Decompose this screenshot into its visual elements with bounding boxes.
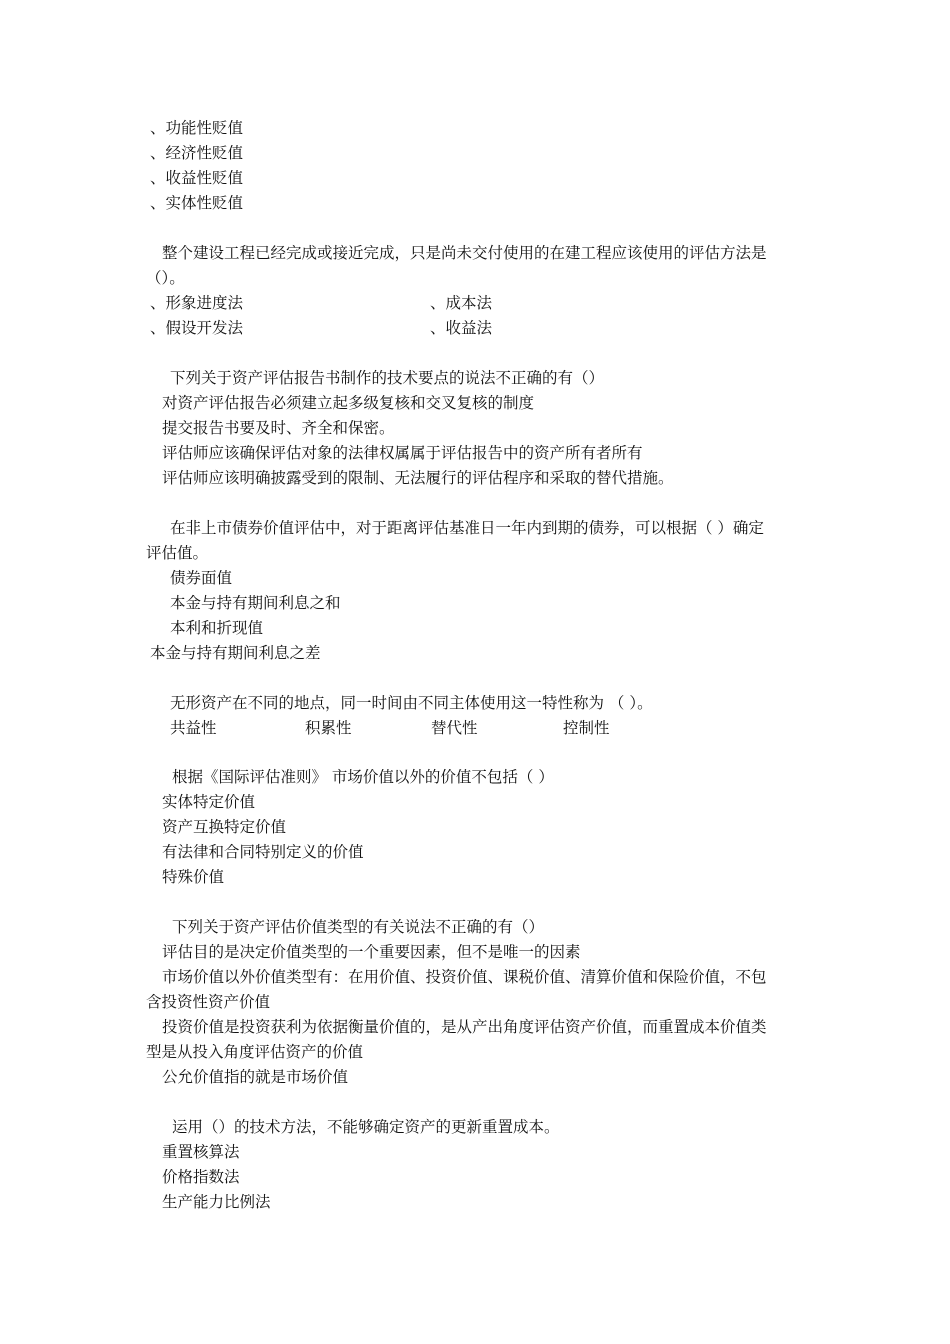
q7-stem: 运用（）的技术方法，不能够确定资产的更新重置成本。 — [172, 1118, 560, 1136]
q6-option-c-cont: 型是从投入角度评估资产的价值 — [146, 1043, 364, 1061]
q6-option-c: 投资价值是投资获利为依据衡量价值的，是从产出角度评估资产价值，而重置成本价值类 — [162, 1018, 767, 1036]
q5-option-d: 特殊价值 — [162, 868, 225, 886]
q2-stem: 下列关于资产评估报告书制作的技术要点的说法不正确的有（） — [170, 369, 605, 387]
q3-option-d: 本金与持有期间利息之差 — [150, 644, 321, 662]
q1-option-d: 、收益法 — [430, 319, 493, 337]
q5-option-a: 实体特定价值 — [162, 793, 256, 811]
q3-stem-cont: 评估值。 — [146, 544, 209, 562]
q6-option-b: 市场价值以外价值类型有：在用价值、投资价值、课税价值、清算价值和保险价值，不包 — [162, 968, 767, 986]
q0-option-a: 、功能性贬值 — [150, 119, 244, 137]
q1-option-b: 、成本法 — [430, 294, 493, 312]
q6-option-a: 评估目的是决定价值类型的一个重要因素，但不是唯一的因素 — [162, 943, 581, 961]
q3-option-b: 本金与持有期间利息之和 — [170, 594, 341, 612]
q6-option-d: 公允价值指的就是市场价值 — [162, 1068, 349, 1086]
q0-option-b: 、经济性贬值 — [150, 144, 244, 162]
q6-stem: 下列关于资产评估价值类型的有关说法不正确的有（） — [172, 918, 545, 936]
q7-option-b: 价格指数法 — [162, 1168, 240, 1186]
q4-option-b: 积累性 — [305, 719, 352, 737]
q5-option-b: 资产互换特定价值 — [162, 818, 287, 836]
q7-option-a: 重置核算法 — [162, 1143, 240, 1161]
q1-stem: 整个建设工程已经完成或接近完成，只是尚未交付使用的在建工程应该使用的评估方法是 — [162, 244, 767, 262]
q3-option-c: 本利和折现值 — [170, 619, 264, 637]
q2-option-d: 评估师应该明确披露受到的限制、无法履行的评估程序和采取的替代措施。 — [162, 469, 674, 487]
q6-option-b-cont: 含投资性资产价值 — [146, 993, 271, 1011]
q2-option-b: 提交报告书要及时、齐全和保密。 — [162, 419, 395, 437]
q4-option-a: 共益性 — [170, 719, 217, 737]
q2-option-a: 对资产评估报告必须建立起多级复核和交叉复核的制度 — [162, 394, 535, 412]
q1-option-c: 、假设开发法 — [150, 319, 244, 337]
q2-option-c: 评估师应该确保评估对象的法律权属属于评估报告中的资产所有者所有 — [162, 444, 643, 462]
q7-option-c: 生产能力比例法 — [162, 1193, 271, 1211]
q5-option-c: 有法律和合同特别定义的价值 — [162, 843, 364, 861]
q4-option-d: 控制性 — [563, 719, 610, 737]
q0-option-d: 、实体性贬值 — [150, 194, 244, 212]
q4-stem: 无形资产在不同的地点，同一时间由不同主体使用这一特性称为 （ ）。 — [170, 694, 653, 712]
q1-option-a: 、形象进度法 — [150, 294, 244, 312]
q4-option-c: 替代性 — [431, 719, 478, 737]
q1-stem-cont: （）。 — [146, 269, 185, 287]
q3-option-a: 债券面值 — [170, 569, 233, 587]
q5-stem: 根据《国际评估准则》 市场价值以外的价值不包括（ ） — [172, 768, 554, 786]
q3-stem: 在非上市债券价值评估中，对于距离评估基准日一年内到期的债券，可以根据（ ）确定 — [170, 519, 764, 537]
q0-option-c: 、收益性贬值 — [150, 169, 244, 187]
